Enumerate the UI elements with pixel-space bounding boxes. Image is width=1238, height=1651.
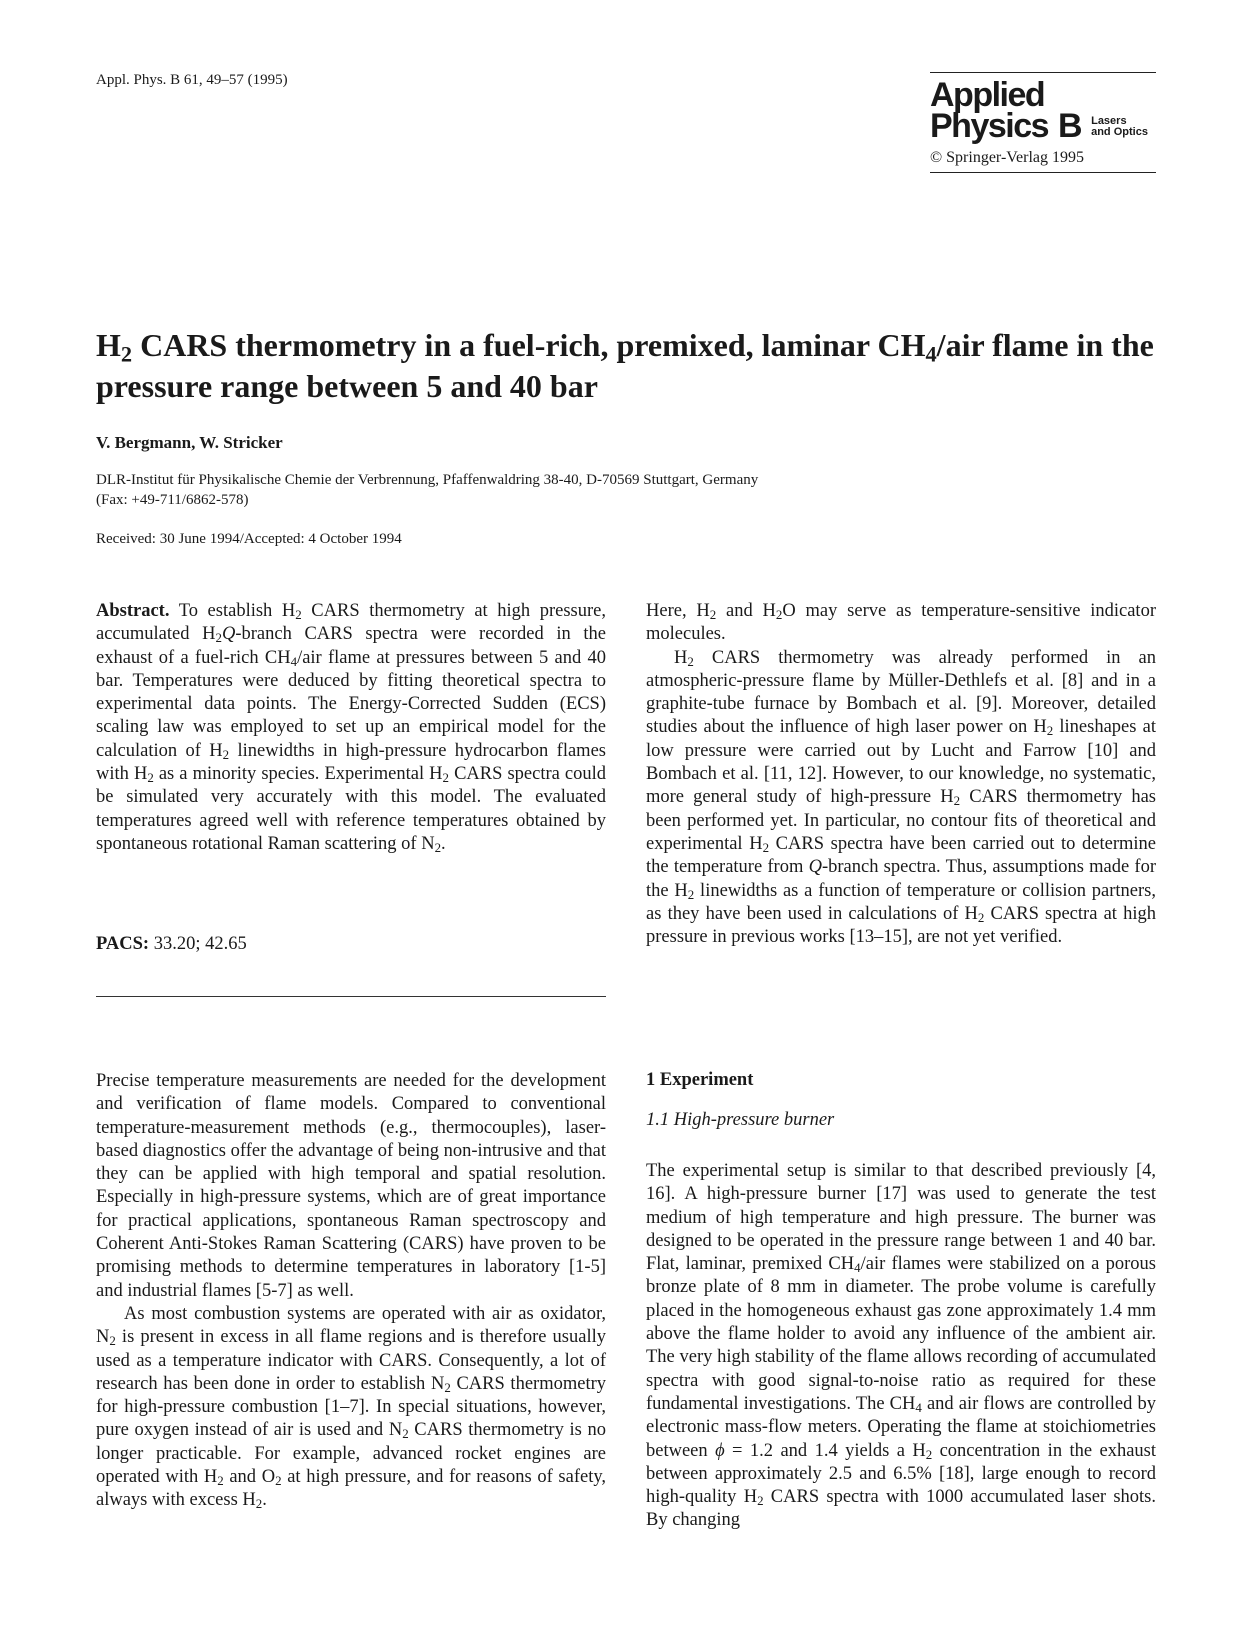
abstract xyxy=(96,600,606,856)
received-accepted-dates: Received: 30 June 1994/Accepted: 4 October 1994 xyxy=(96,531,402,547)
logo-tag-optics: and Optics xyxy=(1091,126,1148,138)
pacs xyxy=(96,934,247,955)
logo-tag-lasers: Lasers xyxy=(1091,115,1127,127)
affiliation-fax: (Fax: +49-711/6862-578) xyxy=(96,492,249,508)
body-paragraph: Precise temperature measurements are needed for the development and verification of flame models. Compared to conventional temperature-measurement methods (e.g., thermocouples), laser-based diagnostics offer the advantage of being non-intrusive and that they can be applied with high temporal and spatial resolution. Especially in high-pressure systems, which are of great importance for practical applications, spontaneous Raman spectroscopy and Coherent Anti-Stokes Raman Scattering (CARS) have proven to be promising methods to determine temperatures in laboratory [1-5] and industrial flames [5-7] as well. xyxy=(96,1071,606,1301)
abstract-paragraph xyxy=(96,600,606,856)
body-paragraph: The experimental setup is similar to that described previously [4, 16]. A high-pressure burner [17] was used to generate the test medium of high temperature and high pressure. The burner was designed to be operated in the pressure range between 1 and 40 bar. Flat, laminar, premixed $CH_4$/air flames were stabilized on a porous bronze plate of 8 mm in diameter. The probe volume is carefully placed in the homogeneous exhaust gas zone approximately 1.4 mm above the flame holder to avoid any influence of the ambient air. The very high stability of the flame allows recording of accumulated spectra with good signal-to-noise ratio as required for these fundamental investigations. The $CH_4$ and air flows are controlled by electronic mass-flow meters. Operating the flame at stoichiometries between ϕ = 1.2 and 1.4 yields a $H_2$ concentration in the exhaust between approximately 2.5 and 6.5% [18], large enough to record high-quality $H_2$ CARS spectra with 1000 accumulated laser shots. By changing xyxy=(646,1161,1157,1531)
section-heading: 1 Experiment xyxy=(646,1070,754,1090)
logo-physics: Physics xyxy=(930,107,1049,145)
abstract-divider xyxy=(96,996,606,997)
article-title: $H_2$ CARS thermometry in a fuel-rich, premixed, laminar $CH_4$/air flame in the pressure range between 5 and 40 bar xyxy=(96,327,1154,404)
journal-logo xyxy=(930,72,1156,173)
journal-citation: Appl. Phys. B 61, 49–57 (1995) xyxy=(96,72,288,88)
experiment-body xyxy=(646,1160,1156,1533)
logo-bottom-rule xyxy=(930,172,1156,173)
pacs-label: PACS: xyxy=(96,934,150,954)
logo-top-rule xyxy=(930,72,1156,73)
logo-tagline xyxy=(1091,116,1148,138)
copyright: © Springer-Verlag 1995 xyxy=(930,149,1085,166)
intro-paragraph: Here, $H_2$ and $H_2O$ may serve as temperature-sensitive indicator molecules. xyxy=(646,601,1156,645)
right-column-intro xyxy=(646,600,1156,949)
authors: V. Bergmann, W. Stricker xyxy=(96,433,283,452)
pacs-value: 33.20; 42.65 xyxy=(153,934,247,954)
left-column-body xyxy=(96,1070,606,1513)
logo-physics-row xyxy=(930,107,1156,145)
logo-letter: B xyxy=(1058,107,1082,145)
affiliation-address: DLR-Institut für Physikalische Chemie der Verbrennung, Pfaffenwaldring 38-40, D-70569 Stuttgart, Germany xyxy=(96,472,759,488)
subsection-heading: 1.1 High-pressure burner xyxy=(646,1110,835,1130)
affiliation xyxy=(96,470,1166,510)
abstract-label: Abstract. xyxy=(96,601,170,621)
intro-paragraph: $H_2$ CARS thermometry was already performed in an atmospheric-pressure flame by Müller-Dethlefs et al. [8] and in a graphite-tube furnace by Bombach et al. [9]. Moreover, detailed studies about the influence of high laser power on $H_2$ lineshapes at low pressure were carried out by Lucht and Farrow [10] and Bombach et al. [11, 12]. However, to our knowledge, no systematic, more general study of high-pressure $H_2$ CARS thermometry has been performed yet. In particular, no contour fits of theoretical and experimental $H_2$ CARS spectra have been carried out to determine the temperature from Q-branch spectra. Thus, assumptions made for the $H_2$ linewidths as a function of temperature or collision partners, as they have been used in calculations of $H_2$ CARS spectra at high pressure in previous works [13–15], are not yet verified. xyxy=(646,647,1157,948)
abstract-text: To establish $H_2$ CARS thermometry at high pressure, accumulated $H_2Q$-branch CARS spectra were recorded in the exhaust of a fuel-rich $CH_4$/air flame at pressures between 5 and 40 bar. Temperatures were deduced by fitting theoretical spectra to experimental data points. The Energy-Corrected Sudden (ECS) scaling law was employed to set up an empirical model for the calculation of $H_2$ linewidths in high-pressure hydrocarbon flames with $H_2$ as a minority species. Experimental $H_2$ CARS spectra could be simulated very accurately with this model. The evaluated temperatures agreed well with reference temperatures obtained by spontaneous rotational Raman scattering of $N_2$. xyxy=(96,601,607,856)
logo-applied: Applied xyxy=(930,76,1045,114)
body-paragraph: As most combustion systems are operated with air as oxidator, $N_2$ is present in excess in all flame regions and is therefore usually used as a temperature indicator with CARS. Consequently, a lot of research has been done in order to establish $N_2$ CARS thermometry for high-pressure combustion [1–7]. In special situations, however, pure oxygen instead of air is used and $N_2$ CARS thermometry is no longer practicable. For example, advanced rocket engines are operated with $H_2$ and $O_2$ at high pressure, and for reasons of safety, always with excess $H_2$. xyxy=(96,1303,607,1512)
